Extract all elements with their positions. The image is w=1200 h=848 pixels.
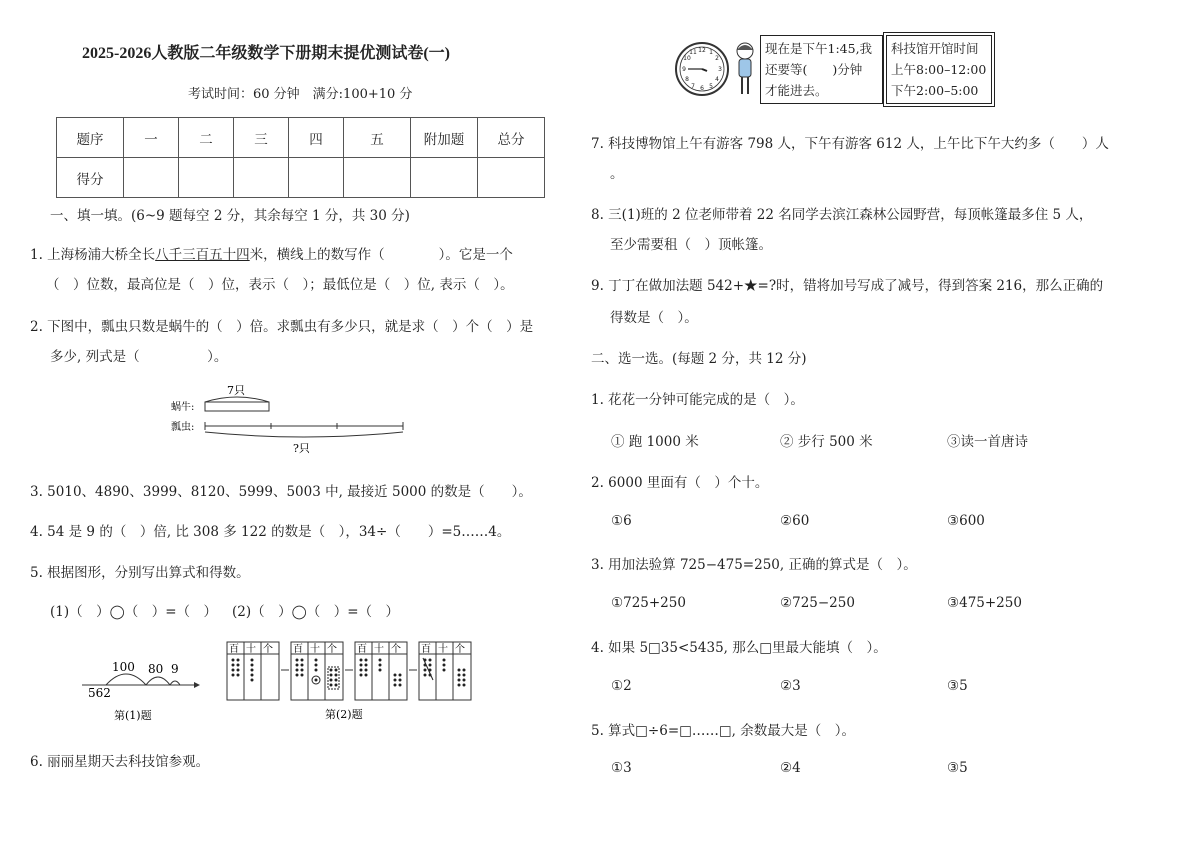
score-table bbox=[56, 117, 545, 198]
q2-segment-diagram bbox=[165, 380, 425, 460]
score-table-score-row bbox=[57, 158, 545, 198]
svg-text:4: 4 bbox=[715, 76, 719, 83]
option[interactable]: ②3 bbox=[780, 678, 801, 694]
score-table-header-row bbox=[57, 118, 545, 158]
q2-top-label: 7只 bbox=[227, 384, 245, 397]
question-5: 5. 根据图形，分别写出算式和得数。 bbox=[30, 565, 250, 581]
ladybug-brace bbox=[205, 432, 403, 437]
frame-1 bbox=[227, 642, 279, 700]
option[interactable]: ①2 bbox=[611, 678, 632, 694]
frame-2 bbox=[291, 642, 343, 700]
fig1-caption: 第(1)题 bbox=[114, 709, 152, 722]
svg-text:3: 3 bbox=[718, 66, 722, 73]
svg-text:2: 2 bbox=[715, 55, 719, 62]
svg-text:8: 8 bbox=[685, 76, 689, 83]
frame-col-ones: 个 bbox=[391, 644, 401, 655]
svg-text:9: 9 bbox=[682, 66, 686, 73]
snail-brace bbox=[205, 397, 269, 402]
page-title: 2025-2026人教版二年级数学下册期末提优测试卷(一) bbox=[82, 45, 450, 62]
option[interactable]: ③读一首唐诗 bbox=[947, 434, 1028, 450]
q1-underlined-number: 八千三百五十四 bbox=[155, 247, 250, 263]
q5-blanks-1: (1)（ ）◯（ ）=（ ） bbox=[50, 604, 218, 620]
choice-question-5: 5. 算式□÷6=□……□, 余数最大是（ ）。 bbox=[591, 723, 855, 739]
choice-question-2: 2. 6000 里面有（ ）个十。 bbox=[591, 475, 769, 491]
exam-info: 考试时间：60 分钟 满分:100+10 分 bbox=[188, 87, 413, 102]
section2-heading: 二、选一选。(每题 2 分，共 12 分) bbox=[591, 351, 807, 367]
q5-number-line bbox=[78, 655, 203, 725]
clock-icon bbox=[676, 43, 728, 95]
score-input-cell[interactable] bbox=[234, 158, 289, 198]
score-input-cell[interactable] bbox=[179, 158, 234, 198]
svg-text:1: 1 bbox=[709, 49, 713, 56]
svg-text:11: 11 bbox=[689, 49, 697, 56]
frame-col-ones: 个 bbox=[327, 644, 337, 655]
option[interactable]: ①6 bbox=[611, 513, 632, 529]
q1-text-post: 米，横线上的数写作（ ）。它是一个 bbox=[249, 247, 513, 263]
score-input-cell[interactable] bbox=[478, 158, 545, 198]
q2-bottom-label: ?只 bbox=[293, 442, 310, 455]
speech-bubble bbox=[760, 35, 883, 104]
frame-col-tens: 十 bbox=[374, 644, 384, 655]
frame-col-ones: 个 bbox=[455, 644, 465, 655]
question-9-line2: 得数是（ ）。 bbox=[610, 310, 698, 326]
frame-col-tens: 十 bbox=[310, 644, 320, 655]
question-7: 7. 科技博物馆上午有游客 798 人，下午有游客 612 人，上午比下午大约多（ ）人 bbox=[591, 136, 1109, 152]
score-input-cell[interactable] bbox=[411, 158, 478, 198]
option[interactable]: ①3 bbox=[611, 760, 632, 776]
bubble-line: 还要等( )分钟 bbox=[765, 62, 863, 77]
score-input-cell[interactable] bbox=[124, 158, 179, 198]
question-8-line2: 至少需要租（ ）顶帐篷。 bbox=[610, 237, 772, 253]
fig2-caption: 第(2)题 bbox=[325, 708, 363, 721]
svg-text:12: 12 bbox=[698, 47, 706, 54]
q1-text-pre: 1. 上海杨浦大桥全长 bbox=[30, 247, 156, 263]
svg-text:6: 6 bbox=[700, 85, 704, 92]
choice-question-1: 1. 花花一分钟可能完成的是（ ）。 bbox=[591, 392, 804, 408]
score-input-cell[interactable] bbox=[344, 158, 411, 198]
table-cell: 二 bbox=[179, 118, 234, 158]
question-7-line2: 。 bbox=[610, 166, 624, 182]
question-8: 8. 三(1)班的 2 位老师带着 22 名同学去滨江森林公园野营，每顶帐篷最多住 5 人， bbox=[591, 207, 1093, 223]
girl-icon bbox=[737, 43, 753, 94]
section1-heading: 一、填一填。(6~9 题每空 2 分，其余每空 1 分，共 30 分) bbox=[50, 208, 410, 224]
snail-label: 蜗牛: bbox=[171, 402, 195, 413]
table-cell: 得分 bbox=[57, 158, 124, 198]
table-cell: 五 bbox=[344, 118, 411, 158]
option[interactable]: ②725−250 bbox=[780, 595, 855, 611]
sign-line: 上午8:00–12:00 bbox=[891, 62, 987, 77]
question-3: 3. 5010、4890、3999、8120、5999、5003 中, 最接近 5000 的数是（ ）。 bbox=[30, 484, 532, 500]
sign-line: 科技馆开馆时间 bbox=[891, 41, 979, 56]
start-label: 562 bbox=[88, 686, 111, 700]
frame-3 bbox=[355, 642, 407, 700]
question-1 bbox=[30, 243, 513, 263]
bubble-line: 现在是下午1:45,我 bbox=[765, 41, 873, 56]
question-2-line2: 多少, 列式是（ ）。 bbox=[50, 349, 228, 365]
svg-text:5: 5 bbox=[709, 83, 713, 90]
frame-4 bbox=[419, 642, 471, 700]
option[interactable]: ② 步行 500 米 bbox=[780, 434, 873, 450]
frame-col-hundreds: 百 bbox=[357, 644, 367, 655]
jump-label-100: 100 bbox=[112, 660, 135, 674]
table-cell: 总分 bbox=[478, 118, 545, 158]
table-cell: 四 bbox=[289, 118, 344, 158]
svg-text:10: 10 bbox=[683, 55, 691, 62]
option[interactable]: ③5 bbox=[947, 678, 968, 694]
q5-blanks-2: (2)（ ）◯（ ）=（ ） bbox=[232, 604, 400, 620]
question-1-line2: （ ）位数，最高位是（ ）位，表示（ ）；最低位是（ ）位, 表示（ ）。 bbox=[46, 277, 514, 293]
question-9: 9. 丁丁在做加法题 542+★=?时，错将加号写成了减号，得到答案 216，那么正确的 bbox=[591, 278, 1104, 294]
sign-line: 下午2:00–5:00 bbox=[891, 83, 979, 98]
q6-clock-and-girl bbox=[672, 38, 762, 100]
table-cell: 三 bbox=[234, 118, 289, 158]
frame-col-hundreds: 百 bbox=[293, 644, 303, 655]
option[interactable]: ③5 bbox=[947, 760, 968, 776]
option[interactable]: ③475+250 bbox=[947, 595, 1022, 611]
jump-label-80: 80 bbox=[148, 662, 164, 676]
score-input-cell[interactable] bbox=[289, 158, 344, 198]
opening-hours-sign bbox=[886, 35, 992, 104]
q5-counting-frames bbox=[225, 640, 475, 725]
option[interactable]: ③600 bbox=[947, 513, 985, 529]
table-cell: 题序 bbox=[57, 118, 124, 158]
frame-col-tens: 十 bbox=[246, 644, 256, 655]
table-cell: 附加题 bbox=[411, 118, 478, 158]
bubble-line: 才能进去。 bbox=[765, 83, 828, 98]
snail-bar bbox=[205, 402, 269, 411]
svg-text:7: 7 bbox=[691, 83, 695, 90]
option[interactable]: ②4 bbox=[780, 760, 801, 776]
ladybug-label: 瓢虫: bbox=[171, 422, 195, 433]
table-cell: 一 bbox=[124, 118, 179, 158]
jump-label-9: 9 bbox=[171, 662, 179, 676]
frame-col-hundreds: 百 bbox=[421, 644, 431, 655]
option[interactable]: ①725+250 bbox=[611, 595, 686, 611]
question-4: 4. 54 是 9 的（ ）倍, 比 308 多 122 的数是（ ），34÷（ ）=5……4。 bbox=[30, 524, 511, 540]
choice-question-3: 3. 用加法验算 725−475=250, 正确的算式是（ ）。 bbox=[591, 557, 917, 573]
question-2: 2. 下图中，瓢虫只数是蜗牛的（ ）倍。求瓢虫有多少只，就是求（ ）个（ ）是 bbox=[30, 319, 534, 335]
choice-question-4: 4. 如果 5□35<5435, 那么□里最大能填（ ）。 bbox=[591, 640, 887, 656]
frame-col-tens: 十 bbox=[438, 644, 448, 655]
question-6: 6. 丽丽星期天去科技馆参观。 bbox=[30, 754, 210, 770]
option[interactable]: ②60 bbox=[780, 513, 810, 529]
frame-col-hundreds: 百 bbox=[229, 644, 239, 655]
option[interactable]: ① 跑 1000 米 bbox=[611, 434, 699, 450]
frame-col-ones: 个 bbox=[263, 644, 273, 655]
